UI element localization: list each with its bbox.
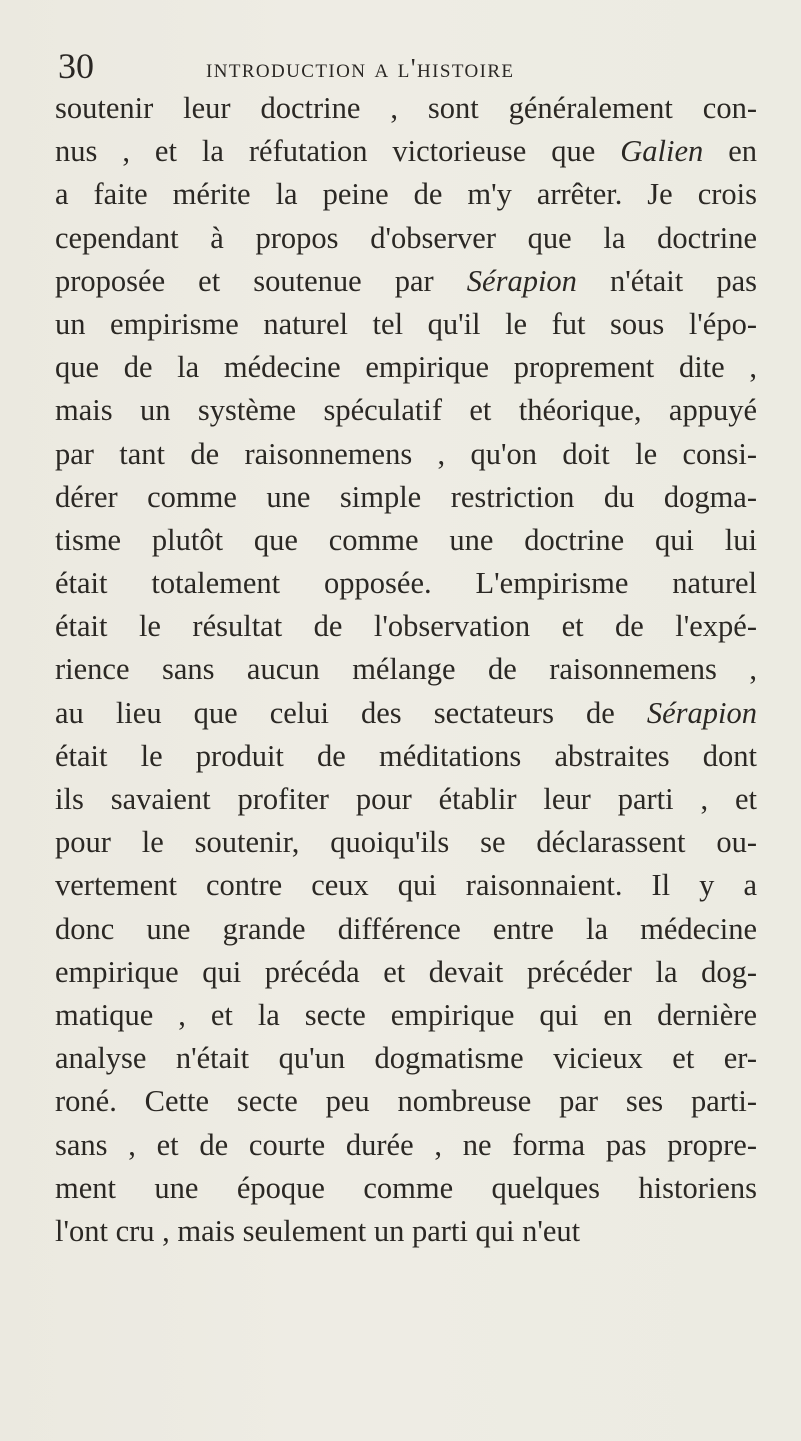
text-line: [55, 1210, 757, 1253]
text-line: [55, 476, 757, 519]
text-line: [55, 821, 757, 864]
text-segment: cependant à propos d'observer que la doctrine: [55, 220, 757, 255]
text-segment: tisme plutôt que comme une doctrine qui lui: [55, 522, 757, 557]
text-line: [55, 130, 757, 173]
text-segment: matique , et la secte empirique qui en dernière: [55, 997, 757, 1032]
text-segment: nus , et la réfutation victorieuse que: [55, 134, 621, 169]
text-line: [55, 692, 757, 735]
text-line: [55, 260, 757, 303]
text-line: [55, 908, 757, 951]
running-title: introduction a l'histoire: [206, 53, 515, 83]
text-segment: était le résultat de l'observation et de l'expé-: [55, 609, 757, 644]
body-text: [55, 87, 757, 1253]
text-segment: ment une époque comme quelques historiens: [55, 1170, 757, 1205]
text-line: [55, 778, 757, 821]
text-line: [55, 864, 757, 907]
text-segment: empirique qui précéda et devait précéder la dog-: [55, 954, 757, 989]
page-number: 30: [58, 46, 94, 86]
text-segment: par tant de raisonnemens , qu'on doit le consi-: [55, 436, 757, 471]
text-line: [55, 1080, 757, 1123]
text-segment: que de la médecine empirique proprement dite ,: [55, 350, 757, 385]
text-line: [55, 1167, 757, 1210]
text-segment: un empirisme naturel tel qu'il le fut sous l'épo-: [55, 306, 757, 341]
italic-name: Sérapion: [466, 263, 577, 298]
text-segment: soutenir leur doctrine , sont généralement con-: [55, 91, 757, 125]
text-line: [55, 562, 757, 605]
text-line: [55, 217, 757, 260]
text-line: [55, 1124, 757, 1167]
text-segment: était le produit de méditations abstraites dont: [55, 738, 757, 773]
text-line: [55, 173, 757, 216]
text-line: [55, 87, 757, 130]
text-segment: rience sans aucun mélange de raisonnemens ,: [55, 652, 757, 687]
italic-name: Sérapion: [646, 695, 757, 730]
text-line: [55, 994, 757, 1037]
text-segment: roné. Cette secte peu nombreuse par ses parti-: [55, 1084, 757, 1119]
text-line: [55, 1037, 757, 1080]
text-line: [55, 303, 757, 346]
text-segment: en: [703, 134, 757, 169]
italic-name: Galien: [620, 134, 704, 169]
text-segment: vertement contre ceux qui raisonnaient. Il y a: [55, 868, 757, 903]
text-segment: l'ont cru , mais seulement un parti qui n'eut: [55, 1213, 581, 1248]
text-segment: a faite mérite la peine de m'y arrêter. Je crois: [55, 177, 757, 212]
text-line: [55, 951, 757, 994]
text-segment: proposée et soutenue par: [55, 263, 467, 298]
text-segment: donc une grande différence entre la médecine: [55, 911, 757, 946]
text-line: [55, 648, 757, 691]
text-segment: n'était pas: [576, 263, 757, 298]
text-line: [55, 605, 757, 648]
text-segment: ils savaient profiter pour établir leur parti , et: [55, 782, 757, 816]
text-segment: analyse n'était qu'un dogmatisme vicieux et er-: [55, 1041, 757, 1076]
text-line: [55, 735, 757, 778]
text-line: [55, 519, 757, 562]
page-header: [58, 46, 758, 86]
text-segment: mais un système spéculatif et théorique, appuyé: [55, 393, 757, 428]
text-segment: dérer comme une simple restriction du dogma-: [55, 479, 757, 514]
text-segment: pour le soutenir, quoiqu'ils se déclarassent ou-: [55, 825, 757, 860]
text-segment: était totalement opposée. L'empirisme naturel: [55, 566, 757, 601]
text-segment: sans , et de courte durée , ne forma pas propre-: [55, 1127, 757, 1162]
text-line: [55, 389, 757, 432]
text-line: [55, 433, 757, 476]
text-segment: au lieu que celui des sectateurs de: [55, 695, 647, 730]
text-line: [55, 346, 757, 389]
